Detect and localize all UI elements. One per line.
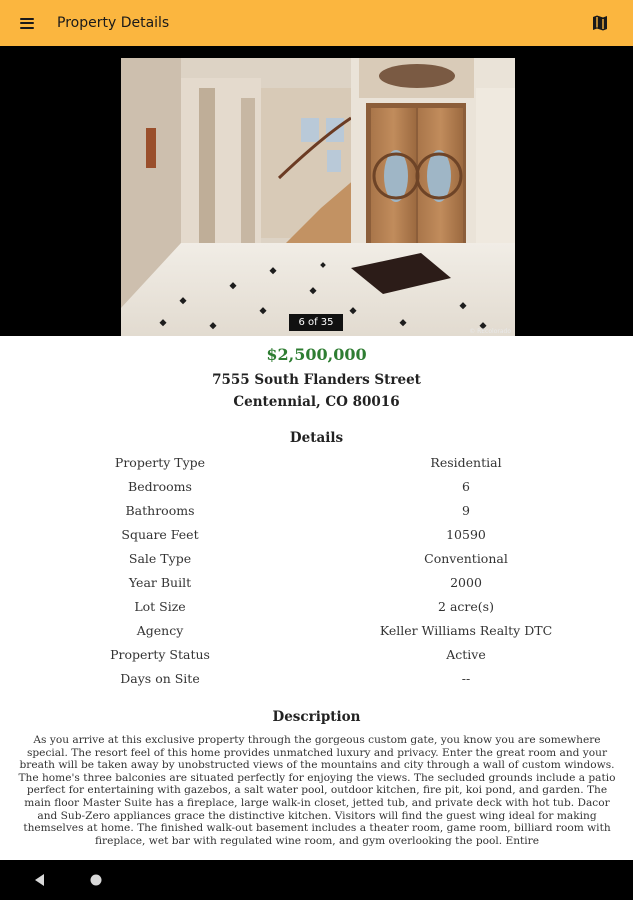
photo-counter: 6 of 35: [289, 314, 343, 331]
photo-credit: © REcolorado: [469, 328, 511, 335]
app-bar: [0, 0, 633, 46]
detail-row-lot-size: [0, 595, 633, 619]
detail-row-property-status: [0, 643, 633, 667]
detail-value: 2 acre(s): [438, 599, 494, 614]
detail-label: Bedrooms: [128, 479, 192, 494]
home-icon[interactable]: [89, 873, 103, 887]
detail-row-days-on-site: [0, 667, 633, 691]
address-city: Centennial, CO 80016: [233, 394, 400, 410]
menu-button[interactable]: [0, 0, 54, 46]
details-list: [0, 451, 633, 691]
detail-row-property-type: [0, 451, 633, 475]
description-heading: Description: [272, 709, 361, 725]
detail-label: Property Status: [110, 647, 210, 662]
detail-value: 9: [462, 503, 470, 518]
details-heading: Details: [289, 430, 344, 446]
address-street: 7555 South Flanders Street: [212, 372, 421, 388]
detail-value: Keller Williams Realty DTC: [379, 623, 553, 638]
detail-value: Residential: [430, 455, 502, 470]
detail-row-agency: [0, 619, 633, 643]
photo-gallery[interactable]: [0, 46, 633, 336]
detail-value: 6: [462, 479, 470, 494]
back-icon[interactable]: [32, 872, 48, 888]
detail-label: Square Feet: [121, 527, 199, 542]
detail-value: Active: [446, 647, 486, 662]
detail-label: Property Type: [114, 455, 206, 470]
listing-price: $2,500,000: [266, 345, 367, 364]
detail-label: Bathrooms: [125, 503, 195, 518]
detail-row-sale-type: [0, 547, 633, 571]
detail-label: Lot Size: [134, 599, 186, 614]
detail-label: Agency: [136, 623, 184, 638]
hamburger-menu-icon: [20, 18, 34, 29]
detail-row-square-feet: [0, 523, 633, 547]
detail-row-bedrooms: [0, 475, 633, 499]
detail-label: Sale Type: [128, 551, 192, 566]
system-nav-bar: [0, 860, 633, 900]
description-text: As you arrive at this exclusive property through the gorgeous custom gate, you know you are somewhere special. The resort feel of this home provides unmatched luxury and privacy. Enter the great room and your breath will be taken away by unobstructed views of the mountains and city through a wall of custom windows. The home's three balconies are situated perfectly for enjoying the views. The secluded grounds include a patio perfect for entertaining with gazebos, a salt water pool, outdoor kitchen, fire pit, koi pond, and garden. The main floor Master Suite has a fireplace, large walk-in closet, jetted tub, and private deck with hot tub. Dacor and Sub-Zero appliances grace the distinctive kitchen. Visitors will find the guest wing ideal for making themselves at home. The finished walk-out basement includes a theater room, game room, billiard room with fireplace, wet bar with regulated wine room, and gym overlooking the pool. Entire: [18, 734, 616, 847]
detail-label: Days on Site: [120, 671, 200, 686]
page-title: Property Details: [57, 15, 170, 31]
map-button[interactable]: [591, 14, 609, 32]
detail-value: Conventional: [424, 551, 508, 566]
detail-value: --: [461, 671, 471, 686]
map-icon: [591, 14, 609, 32]
detail-label: Year Built: [128, 575, 192, 590]
detail-value: 10590: [446, 527, 486, 542]
detail-row-bathrooms: [0, 499, 633, 523]
property-photo[interactable]: [121, 58, 515, 336]
detail-value: 2000: [450, 575, 482, 590]
detail-row-year-built: [0, 571, 633, 595]
